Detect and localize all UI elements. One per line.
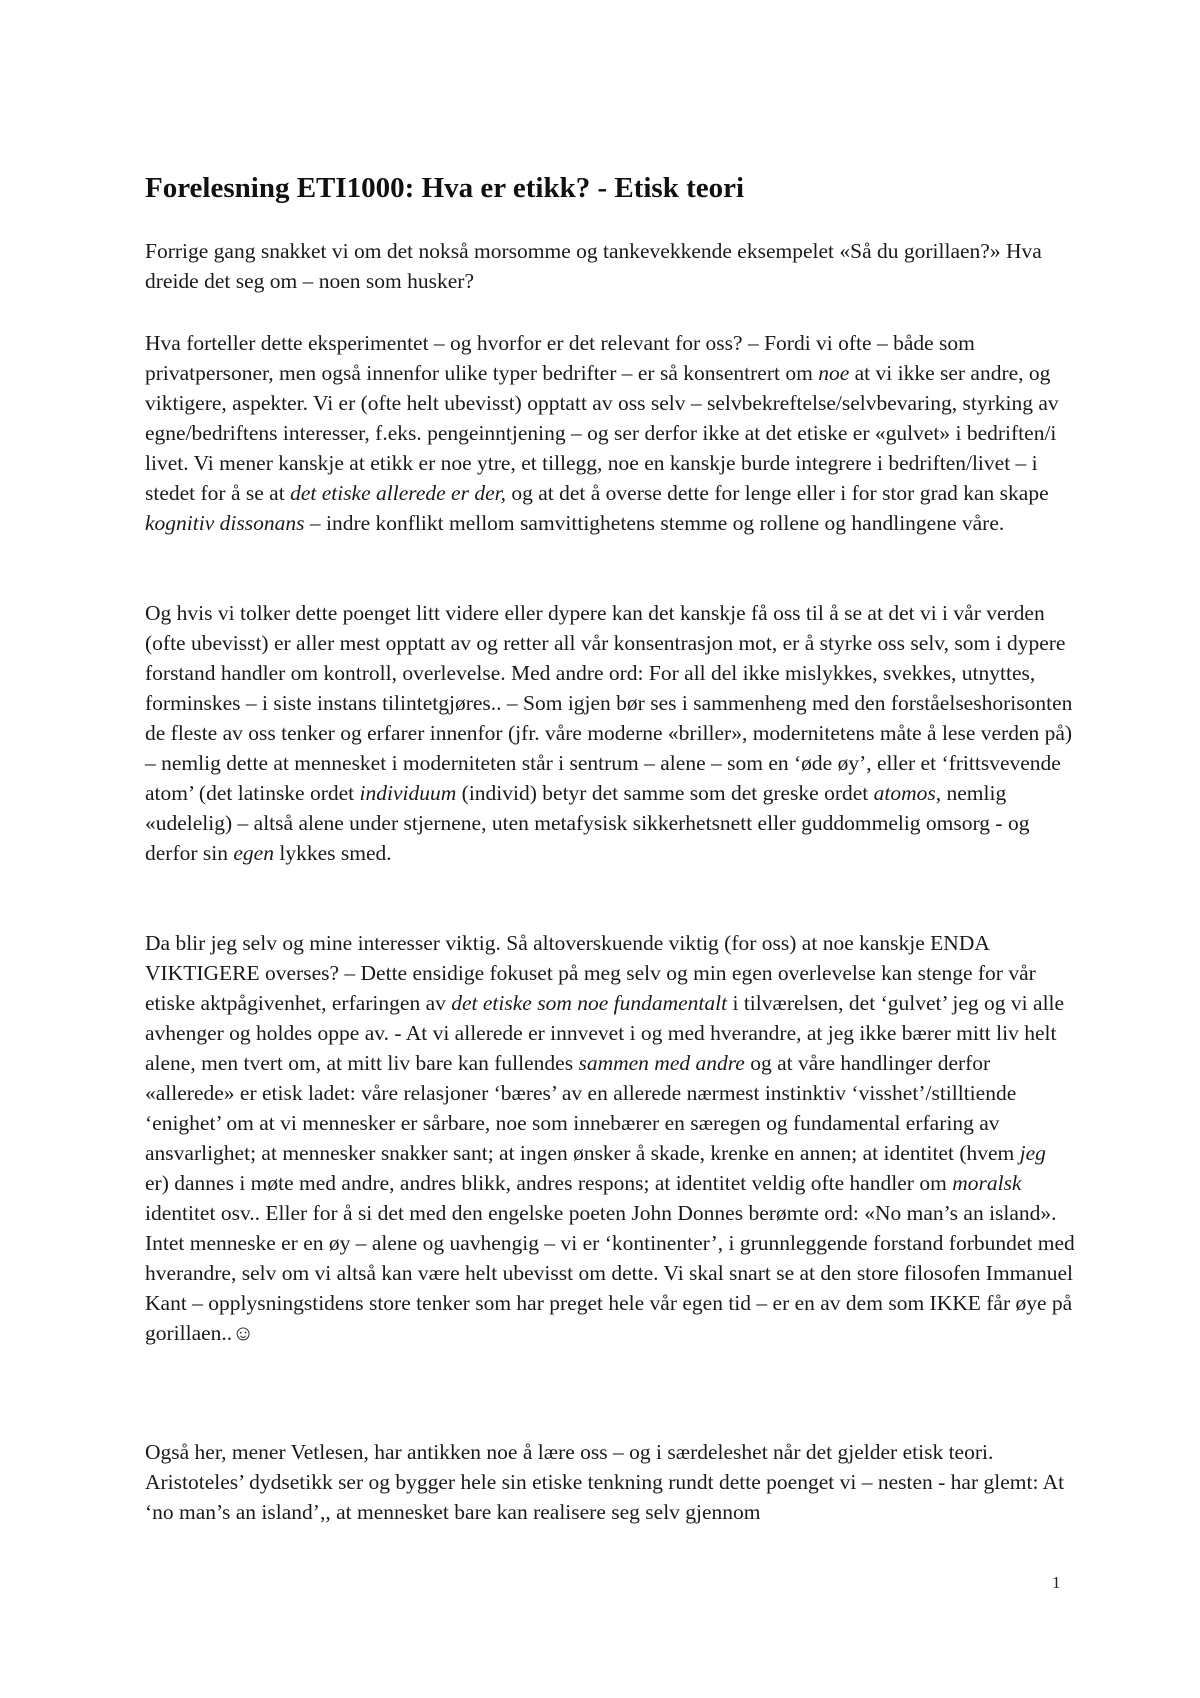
text-run: at vi ikke ser andre, og viktigere, aspekter. Vi er (ofte helt ubevisst) opptatt av oss selv – selvbekreftelse/selvbevaring, styrking av egne/bedriftens interesser, f.eks. pengeinntjening – og ser derfor ikke at det etiske er «gulvet» i bedriften/i livet. Vi mener kanskje at etikk er noe ytre, et tillegg, noe en kanskje burde integrere i bedriften/livet – i stedet for å se at [145,361,1059,505]
text-run: Da blir jeg selv og mine interesser viktig. Så altoverskuende viktig (for oss) at noe kanskje ENDA VIKTIGERE overses? – Dette ensidige fokuset på meg selv og min egen overlevelse kan stenge for vår etiske aktpågivenhet, erfaringen av [145,931,1036,1015]
italic-run: jeg [1019,1141,1046,1165]
italic-run: det etiske allerede er der, [290,481,506,505]
text-run: Og hvis vi tolker dette poenget litt videre eller dypere kan det kanskje få oss til å se at det vi i vår verden (ofte ubevisst) er aller mest opptatt av og retter all vår konsentrasjon mot, er å styrke oss selv, som i dypere forstand handler om kontroll, overlevelse. Med andre ord: For all del ikke mislykkes, svekkes, utnyttes, forminskes – i siste instans tilintetgjøres.. – Som igjen bør ses i sammenheng med den forståelseshorisonten de fleste av oss tenker og erfarer innenfor (jfr. våre moderne «briller», modernitetens måte å lese verden på) – nemlig dette at mennesket i moderniteten står i sentrum – alene – som en ‘øde øy’, eller et ‘frittsvevende atom’ (det latinske ordet [145,601,1073,805]
paragraph-2 [145,328,1075,538]
text-run: i tilværelsen, det ‘gulvet’ jeg og vi alle avhenger og holdes oppe av. - At vi allerede er innvevet i og med hverandre, at jeg ikke bærer mitt liv helt alene, men tvert om, at mitt liv bare kan fullendes [145,991,1065,1075]
text-run: – indre konflikt mellom samvittighetens stemme og rollene og handlingene våre. [304,511,1005,535]
text-run: er) dannes i møte med andre, andres blikk, andres respons; at identitet veldig ofte handler om [145,1171,953,1195]
italic-run: atomos [873,781,936,805]
text-run: (individ) betyr det samme som det greske ordet [456,781,874,805]
paragraph-5 [145,1437,1075,1527]
italic-run: noe [818,361,850,385]
italic-run: det etiske som noe fundamentalt [451,991,728,1015]
text-run: , nemlig «udelelig) – altså alene under stjernene, uten metafysisk sikkerhetsnett eller guddommelig omsorg - og derfor sin [145,781,1030,865]
text-run: Hva forteller dette eksperimentet – og hvorfor er det relevant for oss? – Fordi vi ofte – både som privatpersoner, men også innenfor ulike typer bedrifter – er så konsentrert om [145,331,975,385]
text-run: og at det å overse dette for lenge eller i for stor grad kan skape [505,481,1049,505]
italic-run: moralsk [952,1171,1022,1195]
paragraph-3 [145,598,1075,868]
italic-run: individuum [359,781,457,805]
italic-run: egen [233,841,274,865]
paragraph-1 [145,236,1075,296]
text-run: identitet osv.. Eller for å si det med den engelske poeten John Donnes berømte ord: «No man’s an island». Intet menneske er en øy – alene og uavhengig – vi er ‘kontinenter’, i grunnleggende forstand forbundet med hverandre, selv om vi altså kan være helt ubevisst om dette. Vi skal snart se at den store filosofen Immanuel Kant – opplysningstidens store tenker som har preget hele vår egen tid – er en av dem som IKKE får øye på gorillaen..☺ [145,1201,1075,1345]
text-run: og at våre handlinger derfor «allerede» er etisk ladet: våre relasjoner ‘bæres’ av en allerede nærmest instinktiv ‘visshet’/stilltiende ‘enighet’ om at vi mennesker er sårbare, noe som innebærer en særegen og fundamental erfaring av ansvarlighet; at mennesker snakker sant; at ingen ønsker å skade, krenke en annen; at identitet (hvem [145,1051,1020,1165]
paragraph-4 [145,928,1075,1348]
italic-run: kognitiv dissonans [145,511,305,535]
text-run: lykkes smed. [273,841,392,865]
document-title: Forelesning ETI1000: Hva er etikk? - Etisk teori [145,172,745,204]
italic-run: sammen med andre [578,1051,745,1075]
text-run: Forrige gang snakket vi om det nokså morsomme og tankevekkende eksempelet «Så du gorillaen?» Hva dreide det seg om – noen som husker? [145,239,1042,293]
page-number: 1 [1052,1573,1061,1592]
text-run: Også her, mener Vetlesen, har antikken noe å lære oss – og i særdeleshet når det gjelder etisk teori. Aristoteles’ dydsetikk ser og bygger hele sin etiske tenkning rundt dette poenget vi – nesten - har glemt: At ‘no man’s an island’,, at mennesket bare kan realisere seg selv gjennom [145,1440,1065,1524]
